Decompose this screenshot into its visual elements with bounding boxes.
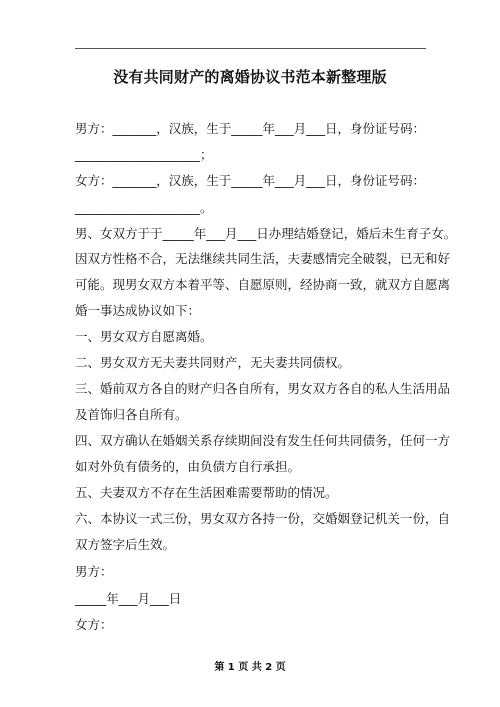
header-rule [75,48,426,49]
paragraph-line: 男、女双方于于_____年___月___日办理结婚登记，婚后未生育子女。 [75,226,457,241]
clause-3-line: 及首饰归各自所有。 [75,407,188,422]
paragraph-line: 因双方性格不合，无法继续共同生活，夫妻感情完全破裂，已无和好 [75,251,451,266]
clause-4-line: 如对外负有债务的，由负债方自行承担。 [75,459,301,474]
document-title: 没有共同财产的离婚协议书范本新整理版 [113,68,387,86]
page-footer: 第 1 页 共 2 页 [214,662,286,673]
wife-signature-label: 女方： [75,617,113,632]
paragraph-line: 可能。现男女双方本着平等、自愿原则，经协商一致，就双方自愿离 [75,277,451,292]
clause-5: 五、夫妻双方不存在生活困难需要帮助的情况。 [75,485,338,500]
clause-3-line: 三、婚前双方各自的财产归各自所有，男女双方各自的私人生活用品 [75,381,451,396]
clause-6-line: 六、本协议一式三份，男女双方各持一份，交婚姻登记机关一份，自 [75,511,451,526]
clause-2: 二、男女双方无夫妻共同财产，无夫妻共同债权。 [75,355,351,370]
husband-info-line: 男方：_______，汉族，生于_____年___月___日，身份证号码： [75,121,426,136]
clause-1: 一、男女双方自愿离婚。 [75,329,213,344]
wife-info-line: 女方：_______，汉族，生于_____年___月___日，身份证号码： [75,173,426,188]
clause-6-line: 双方签字后生效。 [75,537,176,552]
wife-id-line: ____________________。 [75,200,213,215]
paragraph-line: 婚一事达成协议如下： [75,303,201,318]
husband-id-line: ____________________； [75,147,213,162]
husband-signature-label: 男方： [75,564,113,579]
clause-4-line: 四、双方确认在婚姻关系存续期间没有发生任何共同债务，任何一方 [75,433,451,448]
signature-date-line: _____年___月___日 [75,591,182,606]
